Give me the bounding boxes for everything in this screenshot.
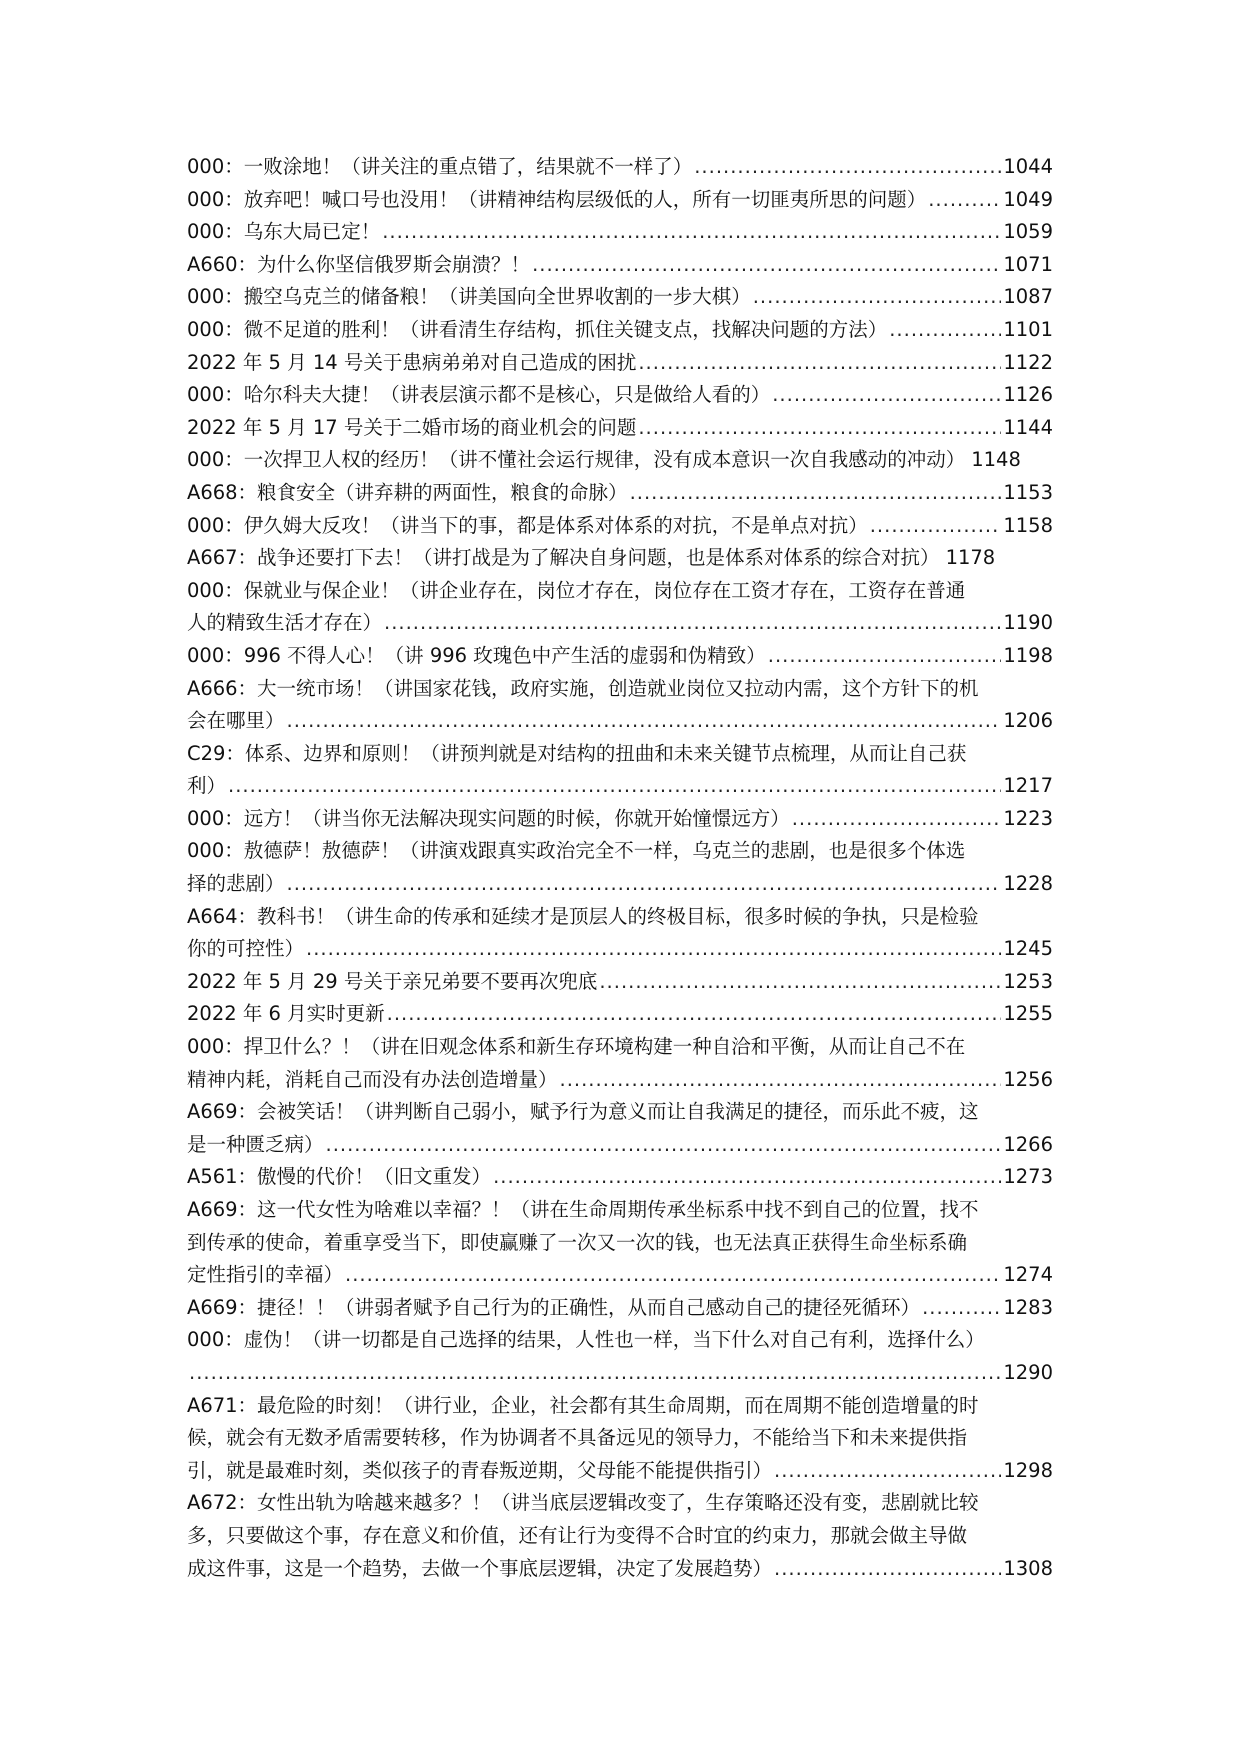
page-number: 1273 <box>1003 1165 1053 1189</box>
page-number: 1126 <box>1003 383 1053 407</box>
toc-entry[interactable] <box>187 673 1053 738</box>
page-number: 1266 <box>1003 1132 1053 1156</box>
toc-entry-row <box>187 770 1053 803</box>
toc-entry-row <box>187 542 1053 575</box>
dot-leader <box>326 1129 1002 1162</box>
dot-leader <box>387 998 1002 1031</box>
toc-entry[interactable] <box>187 1031 1053 1096</box>
page-number: 1228 <box>1003 872 1053 896</box>
dot-leader <box>560 1064 1002 1097</box>
page-number: 1044 <box>1003 155 1053 178</box>
toc-entry-title: A668：粮食安全（讲弃耕的两面性，粮食的命脉） <box>187 480 628 504</box>
dot-leader <box>287 705 1002 738</box>
dot-leader <box>493 1161 1001 1194</box>
toc-entry-title: A660：为什么你坚信俄罗斯会崩溃？！ <box>187 252 531 276</box>
dot-leader <box>638 347 1001 380</box>
toc-entry-row <box>187 1357 1053 1390</box>
dot-leader <box>772 379 1001 412</box>
toc-entry-title-line: A669：这一代女性为啥难以幸福？！（讲在生命周期传承坐标系中找不到自己的位置，找不 <box>187 1198 979 1221</box>
dot-leader <box>228 770 1001 803</box>
toc-entry-title: 成这件事，这是一个趋势，去做一个事底层逻辑，决定了发展趋势） <box>187 1556 773 1580</box>
toc-entry-title: A669：捷径！！（讲弱者赋予自己行为的正确性，从而自己感动自己的捷径死循环） <box>187 1295 921 1319</box>
toc-entry[interactable] <box>187 151 1053 184</box>
toc-entry-row <box>187 477 1053 510</box>
toc-entry[interactable] <box>187 510 1053 543</box>
toc-entry[interactable] <box>187 738 1053 803</box>
toc-entry-row <box>187 314 1053 347</box>
toc-entry-title: 000：微不足道的胜利！（讲看清生存结构，抓住关键支点，找解决问题的方法） <box>187 317 888 341</box>
toc-entry-row <box>187 705 1053 738</box>
toc-entry-row <box>187 412 1053 445</box>
toc-entry-row <box>187 640 1053 673</box>
toc-entry-title: 是一种匮乏病） <box>187 1132 324 1156</box>
toc-entry-title-line: 候，就会有无数矛盾需要转移，作为协调者不具备远见的领导力，不能给当下和未来提供指 <box>187 1426 968 1450</box>
page-number: 1298 <box>1003 1458 1053 1482</box>
dot-leader <box>382 216 1001 249</box>
page-number: 1255 <box>1003 1002 1053 1026</box>
toc-entry-row <box>187 1455 1053 1488</box>
toc-entry-title-line: C29：体系、边界和原则！（讲预判就是对结构的扭曲和未来关键节点梳理，从而让自己获 <box>187 741 967 765</box>
toc-entry-title: 你的可控性） <box>187 937 305 961</box>
dot-leader <box>306 933 1001 966</box>
toc-entry-row <box>187 966 1053 999</box>
toc-entry[interactable] <box>187 1324 1053 1389</box>
toc-entry[interactable] <box>187 314 1053 347</box>
page-number: 1290 <box>1003 1360 1053 1384</box>
toc-entry[interactable] <box>187 1390 1053 1488</box>
page-number: 1153 <box>1003 480 1053 504</box>
toc-entry-title: 000：乌东大局已定！ <box>187 220 381 244</box>
page-number: 1190 <box>1003 611 1053 635</box>
toc-entry[interactable] <box>187 444 1053 477</box>
toc-entry-title-line: A671：最危险的时刻！（讲行业，企业，社会都有其生命周期，而在周期不能创造增量的时 <box>187 1393 979 1417</box>
toc-entry[interactable] <box>187 803 1053 836</box>
toc-entry-row <box>187 868 1053 901</box>
toc-entry-title: 2022 年 5 月 29 号关于亲兄弟要不要再次兜底 <box>187 969 598 993</box>
toc-entry-title: 会在哪里） <box>187 709 285 733</box>
toc-entry[interactable] <box>187 216 1053 249</box>
toc-entry-title: A561：傲慢的代价！（旧文重发） <box>187 1165 492 1189</box>
toc-entry[interactable] <box>187 901 1053 966</box>
dot-leader <box>774 1553 1001 1586</box>
toc-entry[interactable] <box>187 1487 1053 1585</box>
page-number: 1148 <box>971 448 1021 472</box>
dot-leader <box>922 1292 1001 1325</box>
page-number: 1122 <box>1003 350 1053 374</box>
toc-entry[interactable] <box>187 379 1053 412</box>
toc-entry-row <box>187 1292 1053 1325</box>
page-number: 1308 <box>1003 1556 1053 1580</box>
toc-entry[interactable] <box>187 1194 1053 1292</box>
page-number: 1206 <box>1003 709 1053 733</box>
toc-entry-row <box>187 249 1053 282</box>
toc-entry[interactable] <box>187 966 1053 999</box>
page-number: 1049 <box>1003 187 1053 211</box>
dot-leader <box>345 1259 1001 1292</box>
toc-entry-title-line: A664：教科书！（讲生命的传承和延续才是顶层人的终极目标，很多时候的争执，只是检验 <box>187 904 979 928</box>
toc-entry-title-line: A669：会被笑话！（讲判断自己弱小，赋予行为意义而让自我满足的捷径，而乐此不疲，这 <box>187 1100 979 1124</box>
toc-entry[interactable] <box>187 1292 1053 1325</box>
page-number: 1253 <box>1003 969 1053 993</box>
page-number: 1198 <box>1003 643 1053 667</box>
toc-entry-title: 2022 年 6 月实时更新 <box>187 1002 385 1026</box>
dot-leader <box>599 966 1001 999</box>
toc-entry-title-line: A666：大一统市场！（讲国家花钱，政府实施，创造就业岗位又拉动内需，这个方针下的机 <box>187 676 979 700</box>
toc-entry-title: 000：远方！（讲当你无法解决现实问题的时候，你就开始憧憬远方） <box>187 806 790 830</box>
toc-entry-row <box>187 347 1053 380</box>
dot-leader <box>774 1455 1001 1488</box>
toc-entry[interactable] <box>187 184 1053 217</box>
page-number: 1059 <box>1003 220 1053 244</box>
toc-entry-row <box>187 1259 1053 1292</box>
toc-entry-title: 引，就是最难时刻，类似孩子的青春叛逆期，父母能不能提供指引） <box>187 1458 773 1482</box>
toc-entry-title: 000：996 不得人心！（讲 996 玫瑰色中产生活的虚弱和伪精致） <box>187 643 766 667</box>
toc-entry-row <box>187 510 1053 543</box>
toc-entry-title: 2022 年 5 月 17 号关于二婚市场的商业机会的问题 <box>187 415 637 439</box>
toc-entry-title: 000：一败涂地！（讲关注的重点错了，结果就不一样了） <box>187 155 693 178</box>
toc-entry-row <box>187 216 1053 249</box>
dot-leader <box>189 1357 1001 1390</box>
toc-entry-title-line: A672：女性出轨为啥越来越多？！（讲当底层逻辑改变了，生存策略还没有变，悲剧就比较 <box>187 1491 979 1515</box>
toc-entry-title: 000：伊久姆大反攻！（讲当下的事，都是体系对体系的对抗，不是单点对抗） <box>187 513 868 537</box>
toc-entry-row <box>187 444 1053 477</box>
toc-entry-row <box>187 379 1053 412</box>
toc-entry-title: 定性指引的幸福） <box>187 1263 344 1287</box>
page-number: 1158 <box>1003 513 1053 537</box>
page-number: 1101 <box>1003 317 1053 341</box>
toc-entry-title: 000：一次捍卫人权的经历！（讲不懂社会运行规律，没有成本意识一次自我感动的冲动） <box>187 448 966 472</box>
dot-leader <box>753 281 1002 314</box>
toc-entry-title: 人的精致生活才存在） <box>187 611 383 635</box>
dot-leader <box>694 151 1001 184</box>
toc-entry-title-line: 000：保就业与保企业！（讲企业存在，岗位才存在，岗位存在工资才存在，工资存在普通 <box>187 578 966 602</box>
toc-entry-title: 利） <box>187 774 227 798</box>
page-number: 1256 <box>1003 1067 1053 1091</box>
toc-entry-row <box>187 151 1053 184</box>
toc-entry-row <box>187 1064 1053 1097</box>
toc-entry-title-line: 多，只要做这个事，存在意义和价值，还有让行为变得不合时宜的约束力，那就会做主导做 <box>187 1523 968 1547</box>
page-number: 1144 <box>1003 415 1053 439</box>
toc-entry-title-line: 000：敖德萨！敖德萨！（讲演戏跟真实政治完全不一样，乌克兰的悲剧，也是很多个体选 <box>187 839 966 863</box>
dot-leader <box>638 412 1001 445</box>
dot-leader <box>792 803 1002 836</box>
dot-leader <box>630 477 1002 510</box>
dot-leader <box>384 607 1001 640</box>
toc-entry[interactable] <box>187 249 1053 282</box>
dot-leader <box>889 314 1001 347</box>
toc-entry-row <box>187 1553 1053 1586</box>
toc-entry-row <box>187 184 1053 217</box>
dot-leader <box>928 184 1001 217</box>
toc-entry[interactable] <box>187 835 1053 900</box>
toc-entry[interactable] <box>187 347 1053 380</box>
table-of-contents <box>187 151 1053 1585</box>
toc-entry-title-line: 000：虚伪！（讲一切都是自己选择的结果，人性也一样，当下什么对自己有利，选择什么） <box>187 1328 985 1352</box>
toc-entry[interactable] <box>187 998 1053 1031</box>
toc-entry[interactable] <box>187 640 1053 673</box>
toc-entry-row <box>187 1161 1053 1194</box>
toc-entry[interactable] <box>187 1096 1053 1161</box>
page-number: 1274 <box>1003 1263 1053 1287</box>
dot-leader <box>870 510 1002 543</box>
toc-entry-row <box>187 933 1053 966</box>
toc-entry-row <box>187 1129 1053 1162</box>
toc-entry[interactable] <box>187 281 1053 314</box>
page-number: 1087 <box>1003 285 1053 309</box>
page-number: 1283 <box>1003 1295 1053 1319</box>
page-number: 1245 <box>1003 937 1053 961</box>
toc-entry[interactable] <box>187 542 1053 575</box>
toc-entry[interactable] <box>187 1161 1053 1194</box>
toc-entry[interactable] <box>187 477 1053 510</box>
toc-entry-title: 精神内耗，消耗自己而没有办法创造增量） <box>187 1067 558 1091</box>
toc-entry-title: 择的悲剧） <box>187 872 285 896</box>
toc-entry-row <box>187 803 1053 836</box>
toc-entry-title: A667：战争还要打下去！（讲打战是为了解决自身问题，也是体系对体系的综合对抗） <box>187 546 940 570</box>
toc-entry-title-line: 000：捍卫什么？！（讲在旧观念体系和新生存环境构建一种自洽和平衡，从而让自己不在 <box>187 1035 966 1059</box>
toc-entry-title: 2022 年 5 月 14 号关于患病弟弟对自己造成的困扰 <box>187 350 637 374</box>
toc-entry[interactable] <box>187 575 1053 640</box>
toc-entry-title-line: 到传承的使命，着重享受当下，即使赢赚了一次又一次的钱，也无法真正获得生命坐标系确 <box>187 1230 968 1254</box>
toc-entry-title: 000：哈尔科夫大捷！（讲表层演示都不是核心，只是做给人看的） <box>187 383 771 407</box>
toc-entry-row <box>187 607 1053 640</box>
dot-leader <box>768 640 1002 673</box>
page-number: 1178 <box>945 546 996 570</box>
toc-entry[interactable] <box>187 412 1053 445</box>
toc-entry-row <box>187 998 1053 1031</box>
dot-leader <box>287 868 1002 901</box>
toc-entry-title: 000：放弃吧！喊口号也没用！（讲精神结构层级低的人，所有一切匪夷所思的问题） <box>187 187 927 211</box>
toc-entry-title: 000：搬空乌克兰的储备粮！（讲美国向全世界收割的一步大棋） <box>187 285 751 309</box>
toc-entry-row <box>187 281 1053 314</box>
dot-leader <box>532 249 1001 282</box>
page-number: 1217 <box>1003 774 1053 798</box>
page-number: 1071 <box>1003 252 1053 276</box>
page-number: 1223 <box>1003 806 1053 830</box>
